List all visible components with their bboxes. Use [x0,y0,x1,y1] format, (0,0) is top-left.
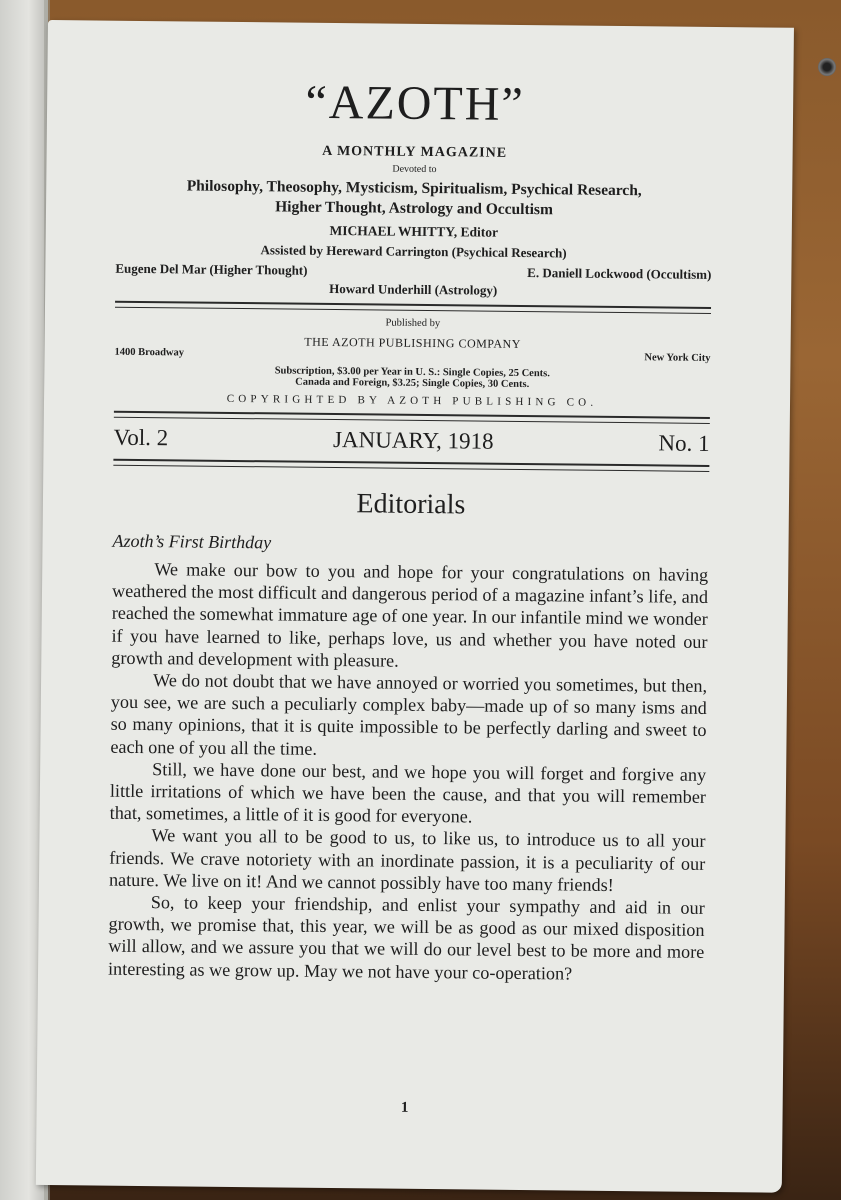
page-number: 1 [400,1099,409,1116]
volume-label: Vol. 2 [113,424,169,451]
devoted-to-label: Devoted to [392,163,437,176]
section-title: Editorials [356,488,466,521]
publisher-name: THE AZOTH PUBLISHING COMPANY [304,334,521,351]
issue-date: JANUARY, 1918 [332,427,494,454]
assistant-credit: Assisted by Hereward Carrington (Psychical Research) [260,242,567,261]
issue-info-row [113,425,709,457]
subscription-foreign: Canada and Foreign, $3.25; Single Copies, 30 Cents. [295,376,530,391]
article-body [108,558,708,986]
publisher-address: 1400 Broadway [114,346,185,359]
issue-number: No. 1 [658,430,710,456]
divider-rule [113,459,709,472]
subscription-us: Subscription, $3.00 per Year in U. S.: Single Copies, 25 Cents. [274,365,550,380]
topics-list [116,176,712,222]
page-content [107,21,714,1116]
divider-rule [114,411,710,424]
paragraph: We want you all to be good to us, to like us, to introduce us to all your friends. We crave notoriety with an inordinate passion, it is a peculiarity of our nature. We live on it! And we cannot possibly have too many friends! [108,825,706,895]
topics-line-2: Higher Thought, Astrology and Occultism [275,198,554,219]
publisher-city: New York City [644,352,711,364]
editor-credit: MICHAEL WHITTY, Editor [329,222,499,240]
magazine-subtitle: A MONTHLY MAGAZINE [322,143,508,161]
published-by-label: Published by [385,317,441,330]
nail-head [818,58,836,76]
topics-line-1: Philosophy, Theosophy, Mysticism, Spiritualism, Psychical Research, [186,177,642,200]
masthead-title: “AZOTH” [305,75,526,131]
magazine-page [36,20,794,1193]
associate-higher-thought: Eugene Del Mar (Higher Thought) [115,260,308,278]
associate-astrology: Howard Underhill (Astrology) [329,280,498,298]
copyright-notice: COPYRIGHTED BY AZOTH PUBLISHING CO. [226,392,598,409]
paragraph: We do not doubt that we have annoyed or worried you sometimes, but then, you see, we are such a peculiarly complex baby—made up of so many isms and so many opinions, that it is quite impossible to be perfectly darling and sweet to each one of you all the time. [110,670,708,759]
paragraph: So, to keep your friendship, and enlist your sympathy and aid in our growth, we promise that, this year, we will be as good as our mixed disposition will allow, and we assure you that we will do our level best to be more and more interesting as we grow up. May we not have your co-operation? [107,892,705,984]
article-title: Azoth’s First Birthday [112,530,272,553]
associate-occultism: E. Daniell Lockwood (Occultism) [527,265,712,282]
paragraph: We make our bow to you and hope for your congratulations on having weathered the most difficult and dangerous period of a magazine infant’s life, and reached the somewhat immature age of one year. In our infantile mind we wonder if you have learned to like, perhaps love, us and whether you have noted our growth and development with pleasure. [111,559,709,671]
paragraph: Still, we have done our best, and we hope you will forget and forgive any little irritations of which we have been the cause, and that you will remember that, sometimes, a little of it is good for everyone. [109,758,707,827]
divider-rule [115,301,711,314]
subscription-info [114,364,710,392]
